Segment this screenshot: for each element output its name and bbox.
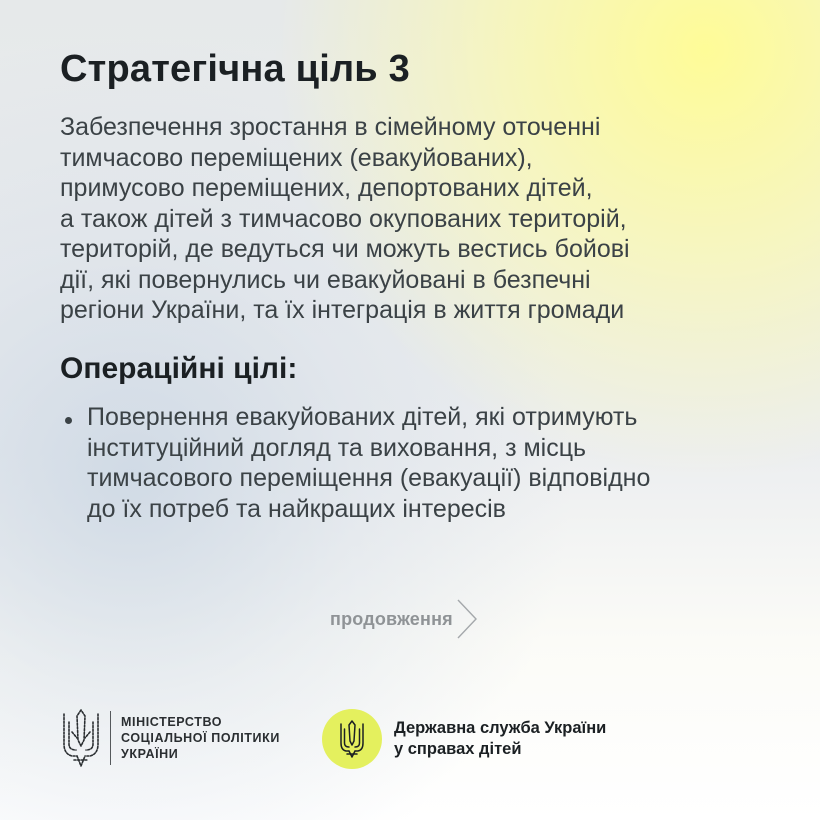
page-title: Стратегічна ціль 3 — [60, 48, 410, 90]
operational-goals-list — [62, 402, 762, 524]
chevron-right-icon — [455, 598, 479, 640]
continue-label: продовження — [330, 608, 453, 629]
logo-divider — [110, 711, 111, 765]
trident-icon — [60, 708, 102, 768]
children-service-logo — [322, 708, 606, 770]
list-item — [62, 402, 762, 524]
ministry-logo — [60, 708, 280, 768]
continue-button[interactable] — [330, 598, 479, 640]
service-emblem — [322, 709, 382, 769]
list-item-text: Повернення евакуйованих дітей, які отримують інституційний догляд та виховання, з місць тимчасового переміщення (евакуації) відповідно до їх потреб та найкращих інтересів — [87, 403, 651, 523]
service-name: Державна служба України у справах дітей — [394, 719, 607, 758]
trident-icon — [339, 720, 365, 758]
operational-goals-heading: Операційні цілі: — [60, 352, 298, 385]
ministry-name: МІНІСТЕРСТВО СОЦІАЛЬНОЇ ПОЛІТИКИ УКРАЇНИ — [121, 715, 280, 761]
goal-description: Забезпечення зростання в сімейному оточенні тимчасово переміщених (евакуйованих), примусово переміщених, депортованих дітей, а також дітей з тимчасово окупованих територій, територій, де ведуться чи можуть вестись бойові дії, які повернулись чи евакуйовані в безпечні регіони України, та їх інтеграція в життя громади — [60, 113, 630, 324]
bullet-icon — [65, 417, 72, 424]
